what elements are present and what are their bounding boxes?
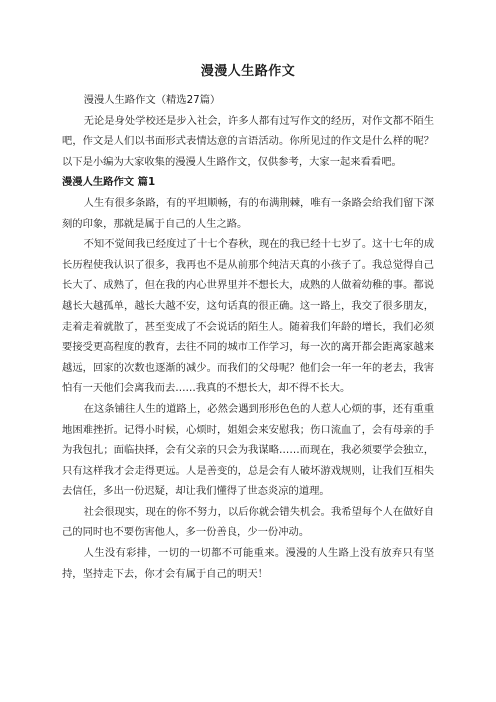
section-heading: 漫漫人生路作文 篇1	[62, 176, 156, 189]
document-page	[62, 62, 434, 584]
document-title: 漫漫人生路作文	[200, 64, 296, 79]
body-paragraph-5: 人生没有彩排，一切的一切都不可能重来。漫漫的人生路上没有放弃只有坚持，坚持走下去，你才会有属于自己的明天！	[62, 547, 434, 580]
subtitle-paragraph: 漫漫人生路作文（精选27篇）	[83, 94, 221, 106]
body-paragraph-2: 不知不觉间我已经度过了十七个春秋，现在的我已经十七岁了。这十七年的成长历程使我认识了很多，我再也不是从前那个纯洁天真的小孩子了。我总觉得自己长大了、成熟了，但在我的内心世界里并不想长大，成熟的人做着幼稚的事。都说越长大越孤单，越长大越不安，这句话真的很正确。这一路上，我交了很多朋友，走着走着就散了，甚至变成了不会说话的陌生人。随着我们年龄的增长，我们必须要接受更高程度的教育，去往不同的城市工作学习，每一次的离开都会距离家越来越远，回家的次数也逐渐的减少。而我们的父母呢？他们会一年一年的老去，我害怕有一天他们会离我而去……我真的不想长大，却不得不长大。	[62, 238, 434, 395]
body-paragraph-3: 在这条铺往人生的道路上，必然会遇到形形色色的人惹人心烦的事，还有重重地困难挫折。记得小时候，心烦时，姐姐会来安慰我；伤口流血了，会有母亲的手为我包扎；面临抉择，会有父亲的只会为我谋略……而现在，我必须要学会独立，只有这样我才会走得更远。人是善变的，总是会有人破坏游戏规则，让我们互相失去信任，多出一份迟疑，却让我们懂得了世态炎凉的道理。	[62, 402, 434, 498]
intro-paragraph: 无论是身处学校还是步入社会，许多人都有过写作文的经历，对作文都不陌生吧，作文是人们以书面形式表情达意的言语活动。你所见过的作文是什么样的呢？以下是小编为大家收集的漫漫人生路作文，仅供参考，大家一起来看看吧。	[62, 114, 434, 168]
body-paragraph-1: 人生有很多条路，有的平坦顺畅，有的布满荆棘，唯有一条路会给我们留下深刻的印象，那就是属于自己的人生之路。	[62, 196, 434, 230]
body-paragraph-4: 社会很现实，现在的你不努力，以后你就会错失机会。我希望每个人在做好自己的同时也不要伤害他人，多一份善良，少一份冲动。	[62, 505, 434, 539]
